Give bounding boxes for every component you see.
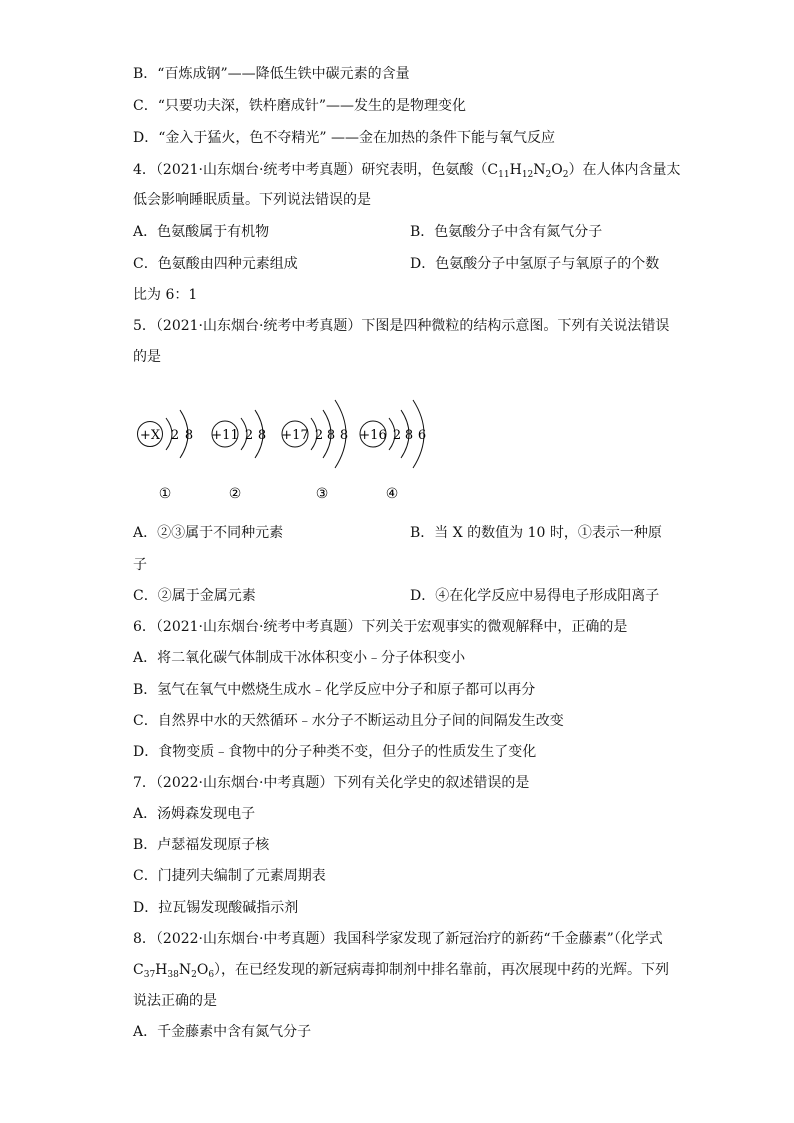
q5-stem-line2: 的是	[133, 349, 161, 365]
q4-option-d: D．色氨酸分子中氢原子与氧原子的个数	[410, 256, 660, 272]
shell-electrons: 8	[257, 428, 267, 443]
q4-formula-c-sub: 11	[498, 170, 510, 180]
q4-stem-pre: 4．（2021·山东烟台·统考中考真题）研究表明，色氨酸（C	[133, 162, 499, 178]
shell-electrons: 2	[170, 428, 180, 443]
q3-option-b: B．“百炼成钢”——降低生铁中碳元素的含量	[133, 66, 410, 82]
q6-option-a: A．将二氧化碳气体制成干冰体积变小﹣分子体积变小	[133, 650, 466, 666]
shell-electrons: 8	[404, 428, 414, 443]
particle-label: ①	[158, 486, 172, 502]
nucleus-charge: +11	[211, 428, 239, 443]
q8-option-a: A．千金藤素中含有氮气分子	[133, 1024, 312, 1040]
particle-1	[138, 410, 194, 502]
shell-electrons: 2	[392, 428, 402, 443]
q4-formula-n-sub: 2	[545, 170, 552, 180]
q8-formula-h: H	[155, 962, 168, 978]
q4-option-b: B．色氨酸分子中含有氮气分子	[410, 224, 603, 240]
q8-formula-c-sub: 37	[143, 970, 156, 980]
q6-option-d: D．食物变质﹣食物中的分子种类不变，但分子的性质发生了变化	[133, 744, 537, 760]
q7-option-a: A．汤姆森发现电子	[133, 806, 256, 822]
q6-option-b: B．氢气在氧气中燃烧生成水﹣化学反应中分子和原子都可以再分	[133, 682, 536, 698]
q8-stem: 8．（2022·山东烟台·中考真题）我国科学家发现了新冠治疗的新药“千金藤素”（化学式	[133, 931, 663, 947]
shell-electrons: 2	[314, 428, 324, 443]
particle-structure-diagram	[130, 382, 450, 506]
q4-option-d-cont: 比为 6：1	[133, 287, 198, 303]
q5-option-d: D．④在化学反应中易得电子形成阳离子	[410, 588, 660, 604]
q4-stem	[133, 160, 680, 180]
particle-label: ④	[385, 486, 399, 502]
q8-stem-line2-post: ），在已经发现的新冠病毒抑制剂中排名靠前，再次展现中药的光辉。下列	[214, 962, 670, 978]
particle-2	[211, 410, 266, 502]
q3-option-d: D．“金入于猛火，色不夺精光” ——金在加热的条件下能与氧气反应	[133, 130, 555, 146]
particle-4	[359, 400, 426, 502]
q4-formula-o: O	[551, 162, 563, 178]
shell-electrons: 6	[417, 428, 427, 443]
q7-option-b: B．卢瑟福发现原子核	[133, 837, 270, 853]
q8-formula-n-sub: 2	[191, 970, 197, 980]
q4-stem-line2: 低会影响睡眠质量。下列说法错误的是	[133, 192, 371, 208]
particle-label: ③	[315, 486, 329, 502]
q8-formula-h-sub: 38	[167, 970, 179, 980]
q8-formula-n: N	[178, 962, 192, 978]
q8-stem-line3: 说法正确的是	[133, 993, 217, 1009]
particle-label: ②	[228, 486, 242, 502]
q8-formula-o-sub: 6	[208, 970, 215, 980]
particle-3	[281, 400, 348, 502]
shell-electrons: 8	[326, 428, 336, 443]
q4-formula-o-sub: 2	[562, 170, 569, 180]
q5-option-b: B．当 X 的数值为 10 时，①表示一种原	[410, 525, 662, 541]
nucleus-charge: +16	[359, 428, 387, 443]
q4-stem-post: ）在人体内含量太	[568, 162, 681, 178]
q4-formula-h-sub: 12	[521, 170, 534, 180]
q7-option-d: D．拉瓦锡发现酸碱指示剂	[133, 900, 299, 916]
q3-option-c: C．“只要功夫深，铁杵磨成针”——发生的是物理变化	[133, 98, 467, 114]
q7-option-c: C．门捷列夫编制了元素周期表	[133, 868, 326, 884]
q6-option-c: C．自然界中水的天然循环﹣水分子不断运动且分子间的间隔发生改变	[133, 713, 564, 729]
q8-formula-o: O	[196, 962, 209, 978]
q8-formula-c: C	[133, 962, 144, 978]
q6-stem: 6．（2021·山东烟台·统考中考真题）下列关于宏观事实的微观解释中，正确的是	[133, 619, 628, 635]
shell-electrons: 8	[184, 428, 194, 443]
q5-option-b-cont: 子	[133, 557, 147, 573]
shell-electrons: 8	[339, 428, 349, 443]
q5-option-a: A．②③属于不同种元素	[133, 525, 284, 541]
q4-formula-n: N	[533, 162, 546, 178]
q7-stem: 7．（2022·山东烟台·中考真题）下列有关化学史的叙述错误的是	[133, 775, 530, 791]
shell-electrons: 2	[244, 428, 254, 443]
q4-formula-h: H	[509, 162, 522, 178]
q5-stem: 5．（2021·山东烟台·统考中考真题）下图是四种微粒的结构示意图。下列有关说法错误	[133, 318, 670, 334]
nucleus-charge: +X	[139, 428, 161, 443]
q5-option-c: C．②属于金属元素	[133, 588, 256, 604]
q8-stem-line2	[133, 960, 669, 980]
q4-option-a: A．色氨酸属于有机物	[133, 224, 270, 240]
q4-option-c: C．色氨酸由四种元素组成	[133, 256, 298, 272]
nucleus-charge: +17	[281, 428, 309, 443]
